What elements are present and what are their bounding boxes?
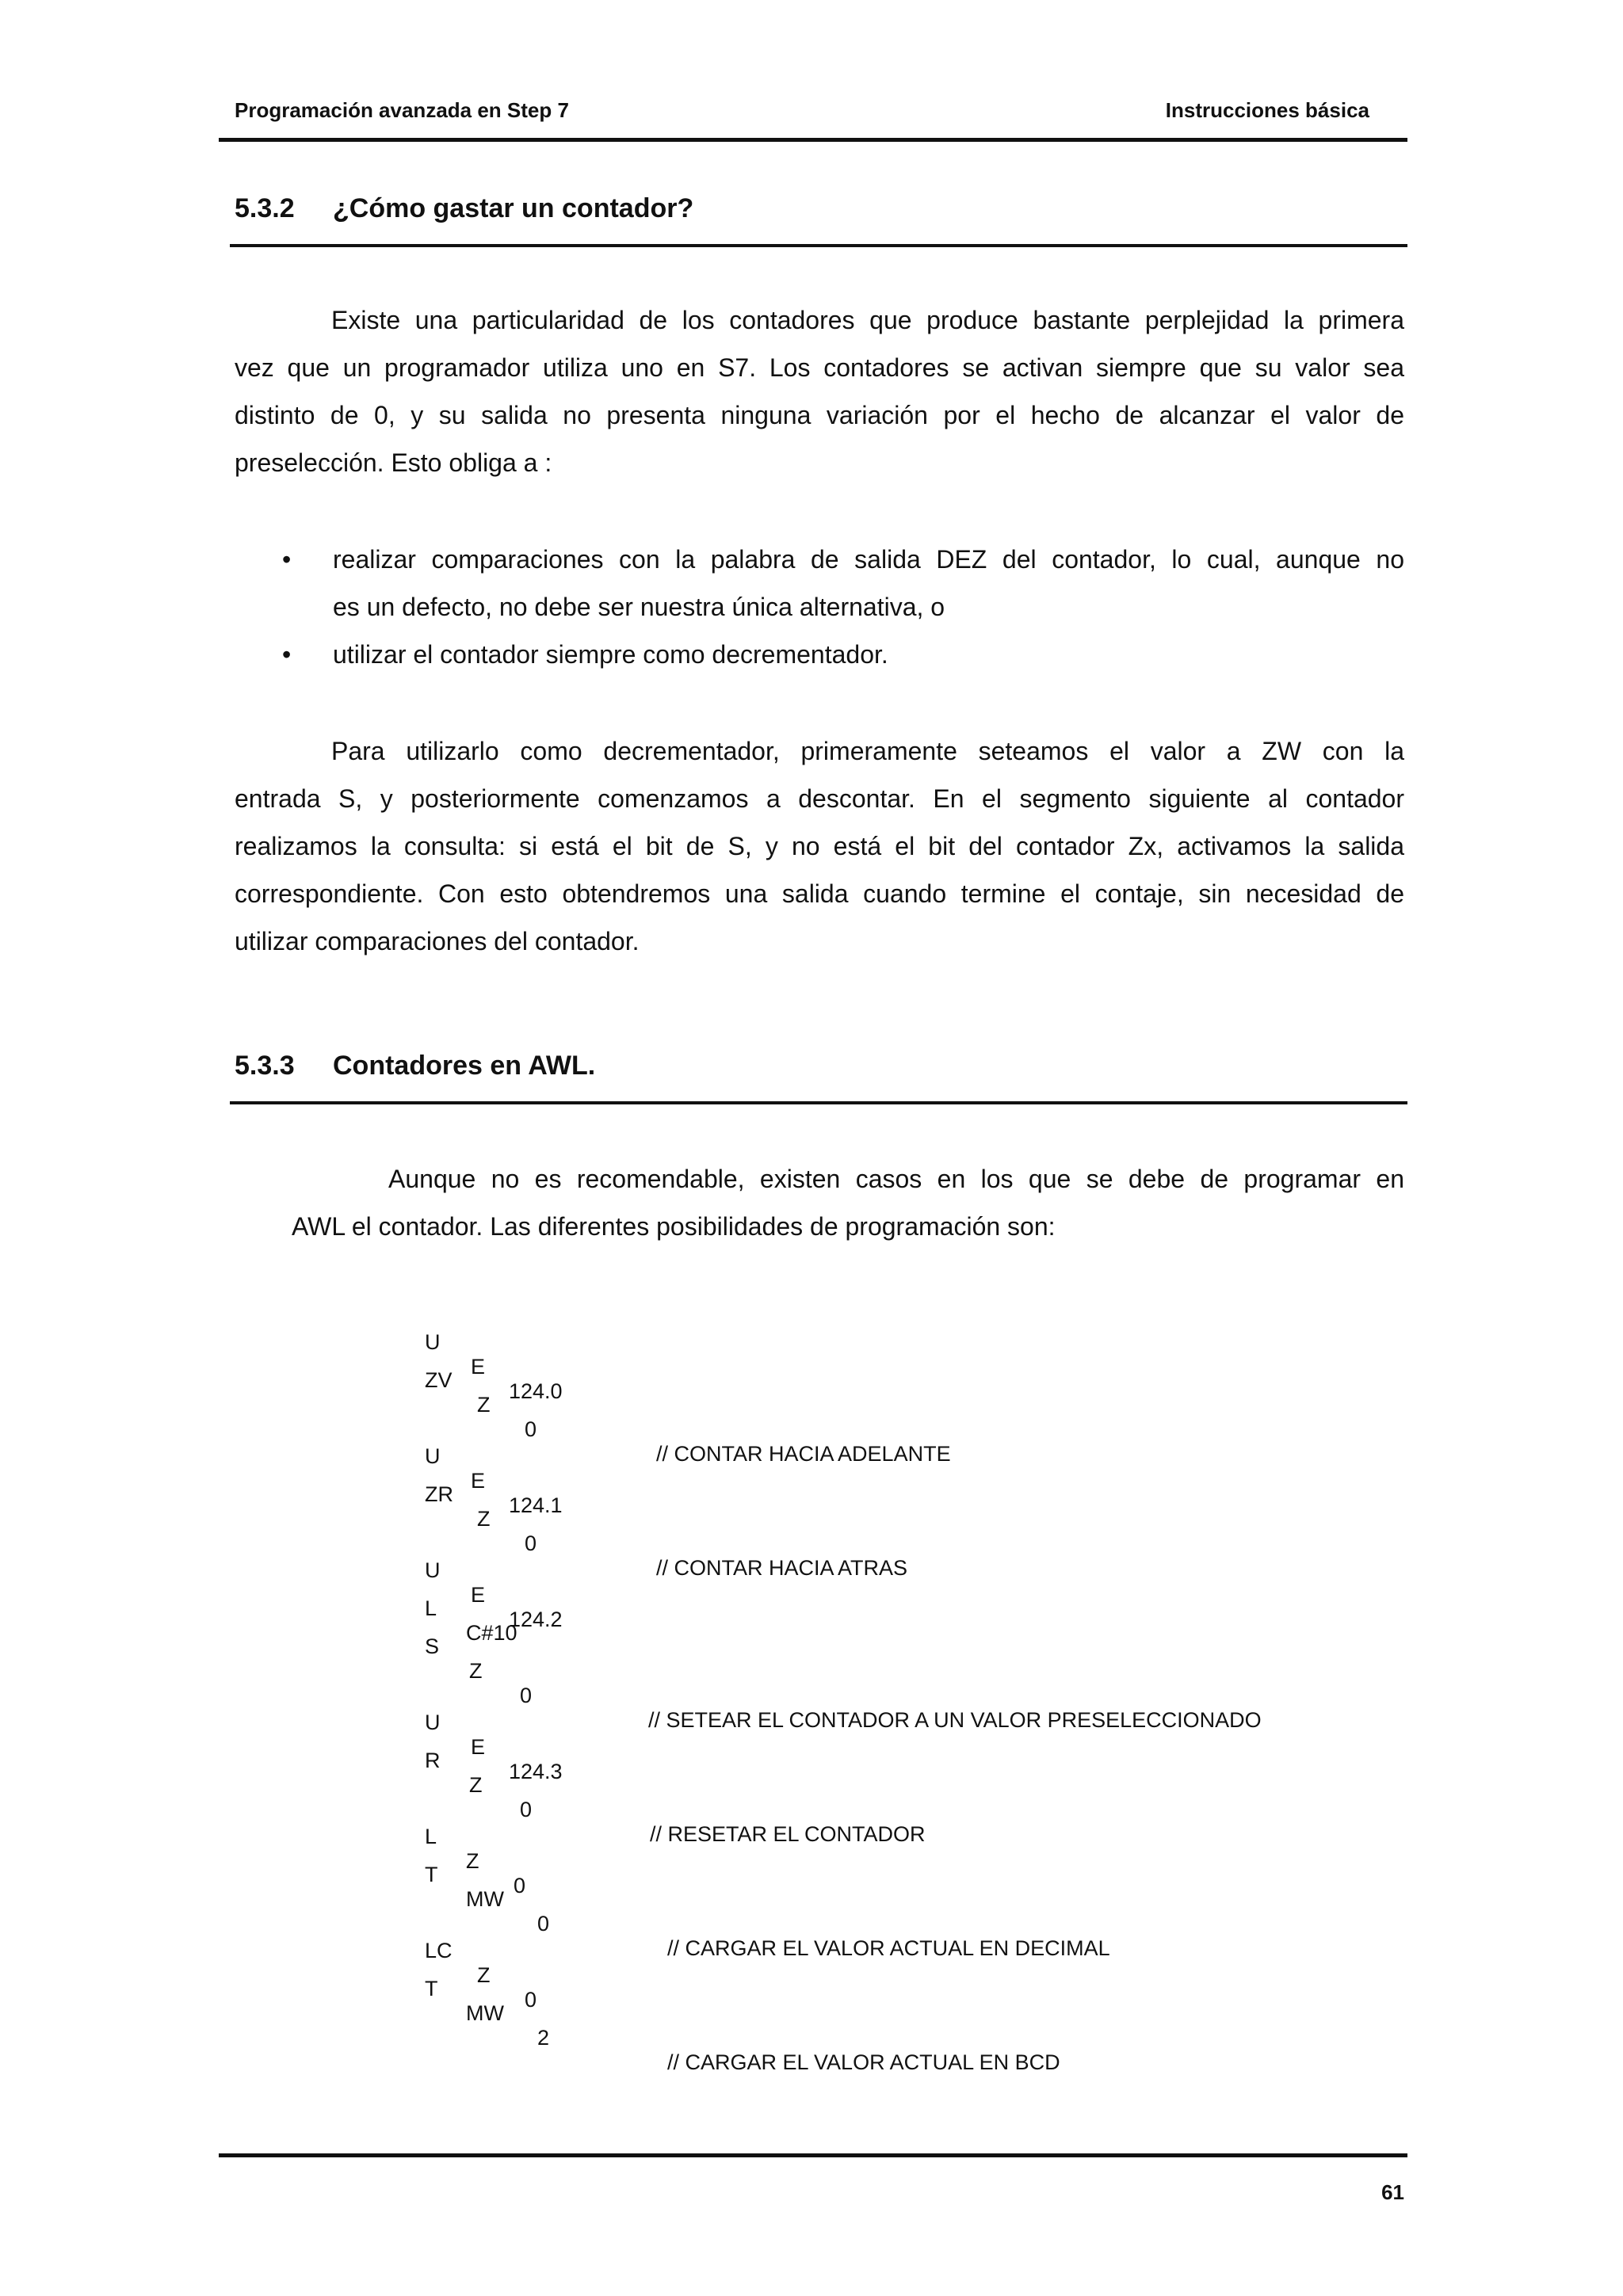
- code-operand: Z: [477, 1963, 491, 1987]
- text-line: correspondiente. Con esto obtendremos una salida cuando termine el contaje, sin necesidad de: [235, 879, 1404, 908]
- code-operand: C#10: [466, 1621, 517, 1645]
- code-op: U: [425, 1711, 441, 1734]
- code-operand: Z: [469, 1659, 483, 1683]
- code-comment: // CARGAR EL VALOR ACTUAL EN DECIMAL: [667, 1936, 1110, 1960]
- section-heading-5-3-3: [235, 1051, 595, 1081]
- text-line: distinto de 0, y su salida no presenta ninguna variación por el hecho de alcanzar el valor de: [235, 401, 1404, 429]
- code-address: 124.1: [509, 1493, 563, 1517]
- text-line: realizar comparaciones con la palabra de salida DEZ del contador, lo cual, aunque no: [333, 545, 1404, 574]
- text-line: Existe una particularidad de los contadores que produce bastante perplejidad la primera: [331, 306, 1404, 334]
- code-op: R: [425, 1749, 441, 1772]
- code-op: ZR: [425, 1482, 453, 1506]
- bullet-icon: •: [282, 640, 292, 669]
- code-comment: // RESETAR EL CONTADOR: [650, 1822, 926, 1846]
- running-header-title: Programación avanzada en Step 7: [235, 98, 569, 122]
- code-op: S: [425, 1634, 440, 1658]
- text-line: es un defecto, no debe ser nuestra única alternativa, o: [333, 593, 945, 621]
- code-op: T: [425, 1863, 438, 1886]
- code-operand: MW: [466, 1887, 504, 1911]
- list-item: [235, 631, 1404, 678]
- code-address: 124.3: [509, 1760, 563, 1783]
- code-op: L: [425, 1825, 437, 1848]
- code-address: 124.2: [509, 1608, 563, 1631]
- code-address: 2: [537, 2026, 550, 2050]
- code-comment: // CONTAR HACIA ADELANTE: [656, 1442, 951, 1466]
- section-number: 5.3.3: [235, 1051, 295, 1081]
- text-line: realizamos la consulta: si está el bit de S, y no está el bit del contador Zx, activamos la salida: [235, 832, 1404, 860]
- code-address: 0: [525, 1417, 537, 1441]
- section-title: ¿Cómo gastar un contador?: [333, 193, 694, 223]
- code-comment: // SETEAR EL CONTADOR A UN VALOR PRESELECCIONADO: [648, 1708, 1262, 1732]
- footer-rule: [219, 2153, 1407, 2157]
- code-op: T: [425, 1977, 438, 2000]
- code-address: 0: [520, 1684, 533, 1707]
- code-comment: // CONTAR HACIA ATRAS: [656, 1556, 908, 1580]
- section-heading-5-3-2: [235, 193, 693, 224]
- paragraph-intro: [235, 296, 1404, 486]
- paragraph-awl: [292, 1155, 1404, 1250]
- code-operand: E: [471, 1583, 486, 1607]
- section-rule: [230, 244, 1407, 247]
- text-line: utilizar el contador siempre como decrementador.: [333, 640, 888, 669]
- code-operand: Z: [466, 1849, 479, 1873]
- code-comment: // CARGAR EL VALOR ACTUAL EN BCD: [667, 2050, 1060, 2074]
- section-number: 5.3.2: [235, 193, 295, 223]
- code-address: 124.0: [509, 1379, 563, 1403]
- text-line: Para utilizarlo como decrementador, primeramente seteamos el valor a ZW con la: [331, 737, 1404, 765]
- code-op: U: [425, 1558, 441, 1582]
- list-item: [235, 536, 1404, 631]
- text-line: utilizar comparaciones del contador.: [235, 927, 640, 955]
- text-line: Aunque no es recomendable, existen casos en los que se debe de programar en: [388, 1165, 1404, 1193]
- bullet-list: [235, 536, 1404, 678]
- text-line: vez que un programador utiliza uno en S7. Los contadores se activan siempre que su valor sea: [235, 353, 1404, 382]
- code-address: 0: [514, 1874, 526, 1897]
- page-number: 61: [1381, 2180, 1404, 2204]
- running-header-chapter: Instrucciones básica: [1165, 98, 1369, 122]
- code-op: LC: [425, 1939, 453, 1962]
- text-line: preselección. Esto obliga a :: [235, 448, 552, 477]
- code-operand: MW: [466, 2001, 504, 2025]
- code-op: U: [425, 1444, 441, 1468]
- code-operand: E: [471, 1469, 486, 1493]
- code-operand: E: [471, 1355, 486, 1379]
- section-rule: [230, 1101, 1407, 1104]
- code-operand: Z: [477, 1393, 491, 1417]
- code-operand: E: [471, 1735, 486, 1759]
- bullet-icon: •: [282, 545, 292, 574]
- code-address: 0: [537, 1912, 550, 1936]
- section-title: Contadores en AWL.: [333, 1051, 596, 1081]
- code-op: U: [425, 1330, 441, 1354]
- header-rule: [219, 138, 1407, 142]
- code-op: L: [425, 1596, 437, 1620]
- text-line: entrada S, y posteriormente comenzamos a descontar. En el segmento siguiente al contador: [235, 784, 1404, 813]
- code-operand: Z: [469, 1773, 483, 1797]
- code-line: [425, 1952, 1060, 2100]
- paragraph-decrementer: [235, 727, 1404, 965]
- text-line: AWL el contador. Las diferentes posibilidades de programación son:: [292, 1212, 1056, 1241]
- code-address: 0: [520, 1798, 533, 1821]
- code-op: ZV: [425, 1368, 453, 1392]
- code-address: 0: [525, 1531, 537, 1555]
- code-address: 0: [525, 1988, 537, 2012]
- code-operand: Z: [477, 1507, 491, 1531]
